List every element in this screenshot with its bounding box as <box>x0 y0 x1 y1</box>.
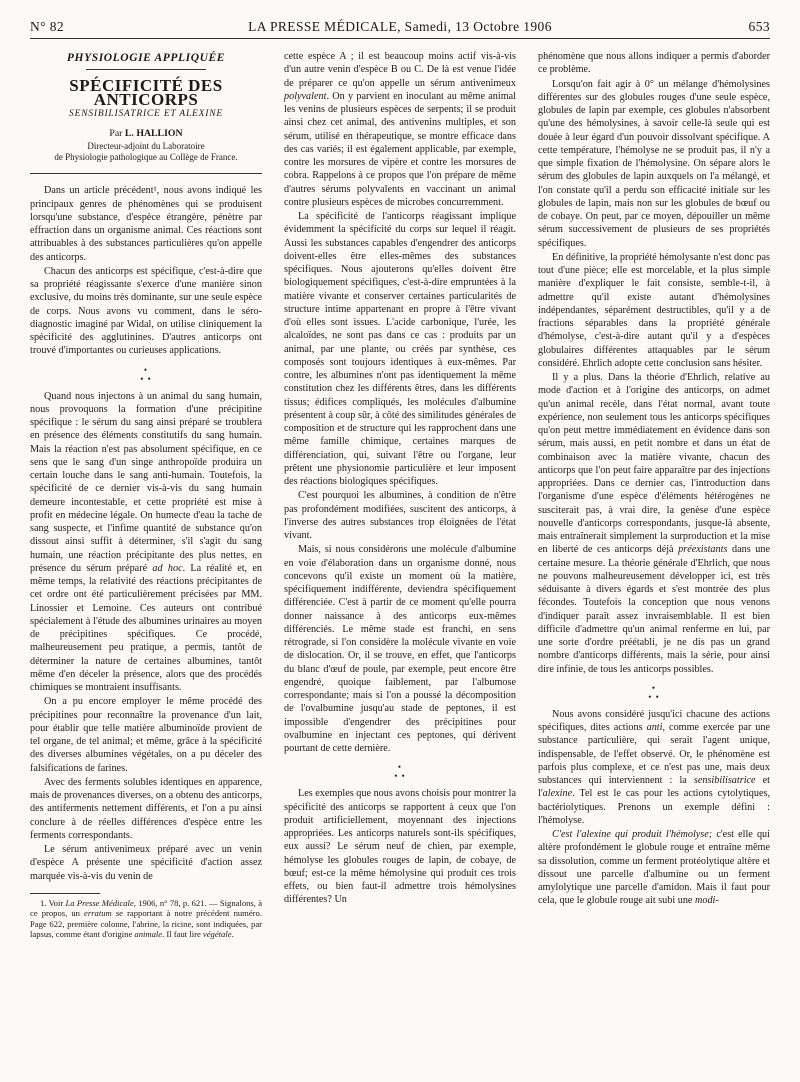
section-ornament: • • • <box>394 762 406 782</box>
text-run: Il y a plus. Dans la théorie d'Ehrlich, relative au mode d'action et à l'origine des anticorps, on admet qu'un animal recèle, dans l'état normal, avant toute expérience, non seulement tous les anticorps spécifiques qu'on peut mettre immédiatement en évidence dans son sérum, mais aussi, en petit nombre et dans un état de combinaison avec la matière vivante, chacun des anticorps que l'on peut faire apparaître par des injections appropriées. Dans ce dernier cas, l'introduction dans l'organisme d'une espèce d'éléments hétérogènes ne susciterait pas, à vrai dire, la genèse d'une espèce nouvelle d'anticorps correspondants, jusque-là absente, mais entraînerait simplement la surproduction et la mise en liberté de ces anticorps déjà <box>538 372 770 556</box>
paragraph: Mais, si nous considérons une molécule d'albumine en voie d'élaboration dans un organisme donné, nous concevons qu'il existe un moment où la matière, spécifiquement indifférente, deviendra spécifiquement différenciée. C'est à partir de ce moment qu'elle pourra donner naissance à des anticorps eux-mêmes différenciés. Le même stade est franchi, en sens rétrograde, si l'on considère la molécule vivante en voie de dislocation. Or, il se trouve, en effet, que l'anticorps du blanc d'œuf de poule, par exemple, peut encore être engendré, quoique faiblement, par l'albumose correspondante; mais si l'on a poussé la décomposition de l'ovalbumine jusqu'au stade de peptones, il est impossible d'engendrer des précipitines pour ovalbumine en injectant ces peptones, qui dérivent pourtant de cette dernière. <box>284 544 516 754</box>
italic-run: La Presse Médicale <box>65 897 134 908</box>
italic-run: préexistants <box>678 544 728 556</box>
paragraph: On a pu encore employer le même procédé des précipitines pour reconnaître la provenance d'un lait, pour établir que telle matière albuminoïde provient de tel organe, de tel animal; et même, grâce à la spécificité des diverses albumines végétales, on a pu déceler des falsifications de farines. <box>30 696 262 774</box>
affiliation-line-2: de Physiologie pathologique au Collège de France. <box>54 152 238 163</box>
author-line <box>30 127 262 140</box>
italic-run: ad hoc <box>152 562 183 574</box>
text-run: , comme exercée par une substance particulière, qui serait l'agent unique, indispensable, de l'effet observé. Or, le phénomène est parfois plus complexe, et ce n'est pas une, mais deux substances qui interviennent : la <box>538 722 770 786</box>
paragraph: Dans un article précédent¹, nous avons indiqué les principaux genres de phénomènes qui se produisent lorsqu'une substance, d'espèce étrangère, pénètre par effraction dans un organisme animal. Ces réactions sont attribuables à des substances particulières qu'on appelle des anticorps. <box>30 185 262 263</box>
article-title: SPÉCIFICITÉ DES ANTICORPS <box>69 76 223 109</box>
paragraph: Les exemples que nous avons choisis pour montrer la spécificité des anticorps se rapportent à ceux que l'on produit artificiellement, moyennant des injections appropriées. Les anticorps naturels sont-ils spécifiques, eux aussi? Le sérum neuf de chien, par exemple, hémolyse les globules rouges de lapin, de cobaye, de bœuf; est-ce la même hémolysine qui produit ces trois effets, ou bien faut-il admettre trois hémolysines différentes? Un <box>284 788 516 906</box>
divider <box>86 69 206 70</box>
paragraph: C'est pourquoi les albumines, à condition de n'être pas profondément modifiées, suscitent des anticorps, à l'inverse des autres substances trop éloignées de l'état vivant. <box>284 490 516 541</box>
paragraph <box>538 371 770 676</box>
paragraph: Lorsqu'on fait agir à 0° un mélange d'hémolysines différentes sur des globules rouges d'une seule espèce, globules de lapin par exemple, ces globules n'absorbent qu'une des hémolysines, à savoir celle-là seule qui est douée à leur égard d'un pouvoir dissolvant spécifique. A cette température, l'hémolyse ne se produit pas, il n'y a que simple fixation de l'hémolysine. On sépare alors le sérum des globules de lapin auxquels on l'a mélangé, et l'on constate qu'il a perdu son efficacité initiale sur les globules de lapin, mais non sur les globules de bœuf ou de cobaye. On peut, par ce moyen, dépouiller un même sérum successivement de plusieurs de ses propriétés spécifiques. <box>538 78 770 249</box>
journal-title: LA PRESSE MÉDICALE, Samedi, 13 Octobre 1906 <box>248 19 552 34</box>
divider <box>30 173 262 174</box>
italic-run: animale <box>134 929 163 940</box>
italic-run: erratum <box>84 908 112 919</box>
text-run: cette espèce A ; il est beaucoup moins actif vis-à-vis d'un autre venin d'espèce B ou C. De là est venue l'idée de préparer ce qu'on appelle un sérum antivenimeux <box>284 51 516 89</box>
page-number: 653 <box>748 19 770 34</box>
footnote <box>30 898 262 940</box>
text-run: 1. Voir <box>40 897 66 908</box>
italic-run: végétale <box>202 929 232 940</box>
footnote-divider <box>30 893 100 894</box>
text-run: se rapportant à notre précédent numéro. Page 622, première colonne, l'abrine, la ricine, sont indiquées, par lapsus, comme étant d'origine <box>30 908 262 940</box>
italic-run: sensibilisatrice <box>693 775 756 786</box>
issue-number: N° 82 <box>30 19 65 34</box>
text-run: . <box>231 929 234 940</box>
text-run: . Tel est le cas pour les actions cytolytiques, bactériolytiques. Prenons un exemple défini : l'hémolyse. <box>538 788 770 826</box>
author-prefix: Par <box>109 128 125 139</box>
text-run: Quand nous injectons à un animal du sang humain, nous provoquons la formation d'une précipitine spécifique : le sérum du sang ainsi préparé se troublera en présence des éléments constitutifs du sang humain. Mais la réaction n'est pas absolument spécifique, en ce sens que le sang d'un singe anthropoïde produira un certain louche dans le sang anti-humain. Toutefois, la spécificité de ce dernier vis-à-vis du sang humain demeure incontestable, et cette propriété est mise à profit en médecine légale. On humecte d'eau la tache de sang suspecte, et l'infime quantité de substance qu'on dissout ainsi suffit à déterminer, s'il s'agit du sang humain, une réaction précipitante des plus nettes, en présence du sérum préparé <box>30 390 262 574</box>
section-ornament: • • • <box>648 682 660 702</box>
column-3 <box>538 50 770 1060</box>
text-run: Nous avons considéré jusqu'ici chacune des actions spécifiques, dites actions <box>538 708 770 733</box>
page-header <box>30 16 770 39</box>
italic-run: C'est l'alexine qui produit l'hémolyse; <box>552 829 713 840</box>
author-affiliation <box>30 141 262 163</box>
text-run: . On y parvient en inoculant au même animal les venins de plusieurs espèces de serpents; il se produit ainsi chez cet animal, des antivenins multiples, et son sérum, utilisé en thérapeutique, se montre efficace dans des cas variés; il est également applicable, par exemple, contre les morsures de vipère et contre les morsures de cobra. Rappelons à ce propos que l'on prépare de même d'autres sérums polyvalents en vaccinant un animal contre plusieurs espèces de microbes concurremment. <box>284 90 516 208</box>
paragraph <box>538 828 770 908</box>
author-name: L. HALLION <box>124 128 183 139</box>
text-run: et l' <box>538 775 770 800</box>
text-run: , 1906, n° 78, p. 621. — Signalons, à ce propos, un <box>30 897 263 919</box>
text-run: . La réalité et, en même temps, la relativité des réactions précipitantes de cet ordre ont été particulièrement précisées par MM. Linossier et Lemoine. Ces auteurs ont contribué spécialement à l'étude des albumines urinaires au moyen de précipitines spécifiques. Ce procédé, malheureusement peu pratique, a permis, tantôt de déterminer la nature de certaines albumines, tantôt même d'en déceler la présence, alors que des procédés chimiques se montraient insuffisants. <box>30 562 262 693</box>
paragraph: Le sérum antivenimeux préparé avec un venin d'espèce A présente une spécificité d'action assez marquée vis-à-vis du venin de <box>30 844 262 882</box>
paragraph: Chacun des anticorps est spécifique, c'est-à-dire que sa propriété réagissante s'exerce d'une manière sinon exclusive, du moins très dominante, sur une seule espèce de corps. Nous avons vu comment, dans le séro-diagnostic imaginé par Widal, on utilise cliniquement la spécificité des agglutinines. D'autres anticorps ont trouvé d'importantes ou curieuses applications. <box>30 265 262 357</box>
paragraph <box>284 50 516 209</box>
section-heading: PHYSIOLOGIE APPLIQUÉE <box>66 52 226 64</box>
column-2 <box>284 50 516 1060</box>
text-run: dans une certaine mesure. La théorie générale d'Ehrlich, que nous ne pouvons malheureusement développer ici, est très séduisante à divers égards et s'est montrée des plus fécondes. Toutefois la conception que nous venons d'indiquer paraît assez invraisemblable. Il est bien difficile d'admettre qu'un animal renferme en lui, par une sorte d'ordre préétabli, je ne dis pas un grand nombre d'anticorps différents, mais la série, pour ainsi dire infinie, de tous les anticorps possibles. <box>538 544 770 675</box>
section-ornament: • • • <box>140 364 152 384</box>
italic-run: alexine <box>542 788 573 800</box>
affiliation-line-1: Directeur-adjoint du Laboratoire <box>87 141 205 152</box>
text-run: c'est elle qui altère profondément le globule rouge et entraîne même sa dissolution, comme un ferment protéolytique altère et dissout une parcelle d'albumine ou un ferment amylolytique une parcelle d'amidon. Mais il faut pour cela, que le globule rouge ait subi une <box>538 829 770 907</box>
article-subtitle: SENSIBILISATRICE ET ALEXINE <box>69 108 223 119</box>
text-run: . Il faut lire <box>162 929 203 940</box>
italic-run: polyvalent <box>284 90 327 102</box>
italic-run: anti <box>646 722 663 733</box>
italic-run: modi- <box>695 895 719 907</box>
paragraph <box>538 708 770 827</box>
paragraph: Avec des ferments solubles identiques en apparence, mais de provenances diverses, on a obtenu des anticorps, des antiferments nettement différents, et l'on a pu ainsi conclure à de réelles différences d'espèce entre les ferments correspondants. <box>30 776 262 841</box>
paragraph: La spécificité de l'anticorps réagissant implique évidemment la spécificité du corps sur lequel il réagit. Aussi les substances capables d'engendrer des anticorps doivent-elles être elles-mêmes des substances spécifiques. Nous ajouterons qu'elles doivent être biologiquement spécifiques, c'est-à-dire empruntées à la matière vivante et conserver certaines particularités de structure intime appartenant en propre à l'être vivant d'où elles sont issues. L'acide carbonique, l'urée, les alcaloïdes, ne sont pas dans ce cas : produits par un animal, par une plante, ou créés par synthèse, ces composés sont toujours identiques à eux-mêmes. Par contre, les albumines n'ont pas identiquement la même constitution chez les différents êtres, dans les différents tissus; édifices compliqués, les molécules d'albumine présentent à coup sûr, à côté des similitudes générales de composition et de structure qui les rapprochent dans une même famille chimique, certaines marques de différenciation, qui, suivant l'être ou l'organe, leur prêtent une physionomie particulière et leur imposent des réactions biologiques spécifiques. <box>284 211 516 487</box>
column-1 <box>30 50 262 1060</box>
paragraph <box>30 390 262 695</box>
paragraph: En définitive, la propriété hémolysante n'est donc pas tout d'une pièce; elle est morcelable, et la plus simple manière d'expliquer le fait consiste, semble-t-il, à admettre qu'il existe autant d'hémolysines indépendantes, séparément destructibles, qu'il y a de fractions séparables dans la propriété générale d'hémolyse, c'est-à-dire autant qu'il y a d'espèces globulaires différentes attaquables par le sérum considéré. Ehrlich adopte cette conclusion sans hésiter. <box>538 251 770 369</box>
paragraph: phénomène que nous allons indiquer a permis d'aborder ce problème. <box>538 51 770 76</box>
